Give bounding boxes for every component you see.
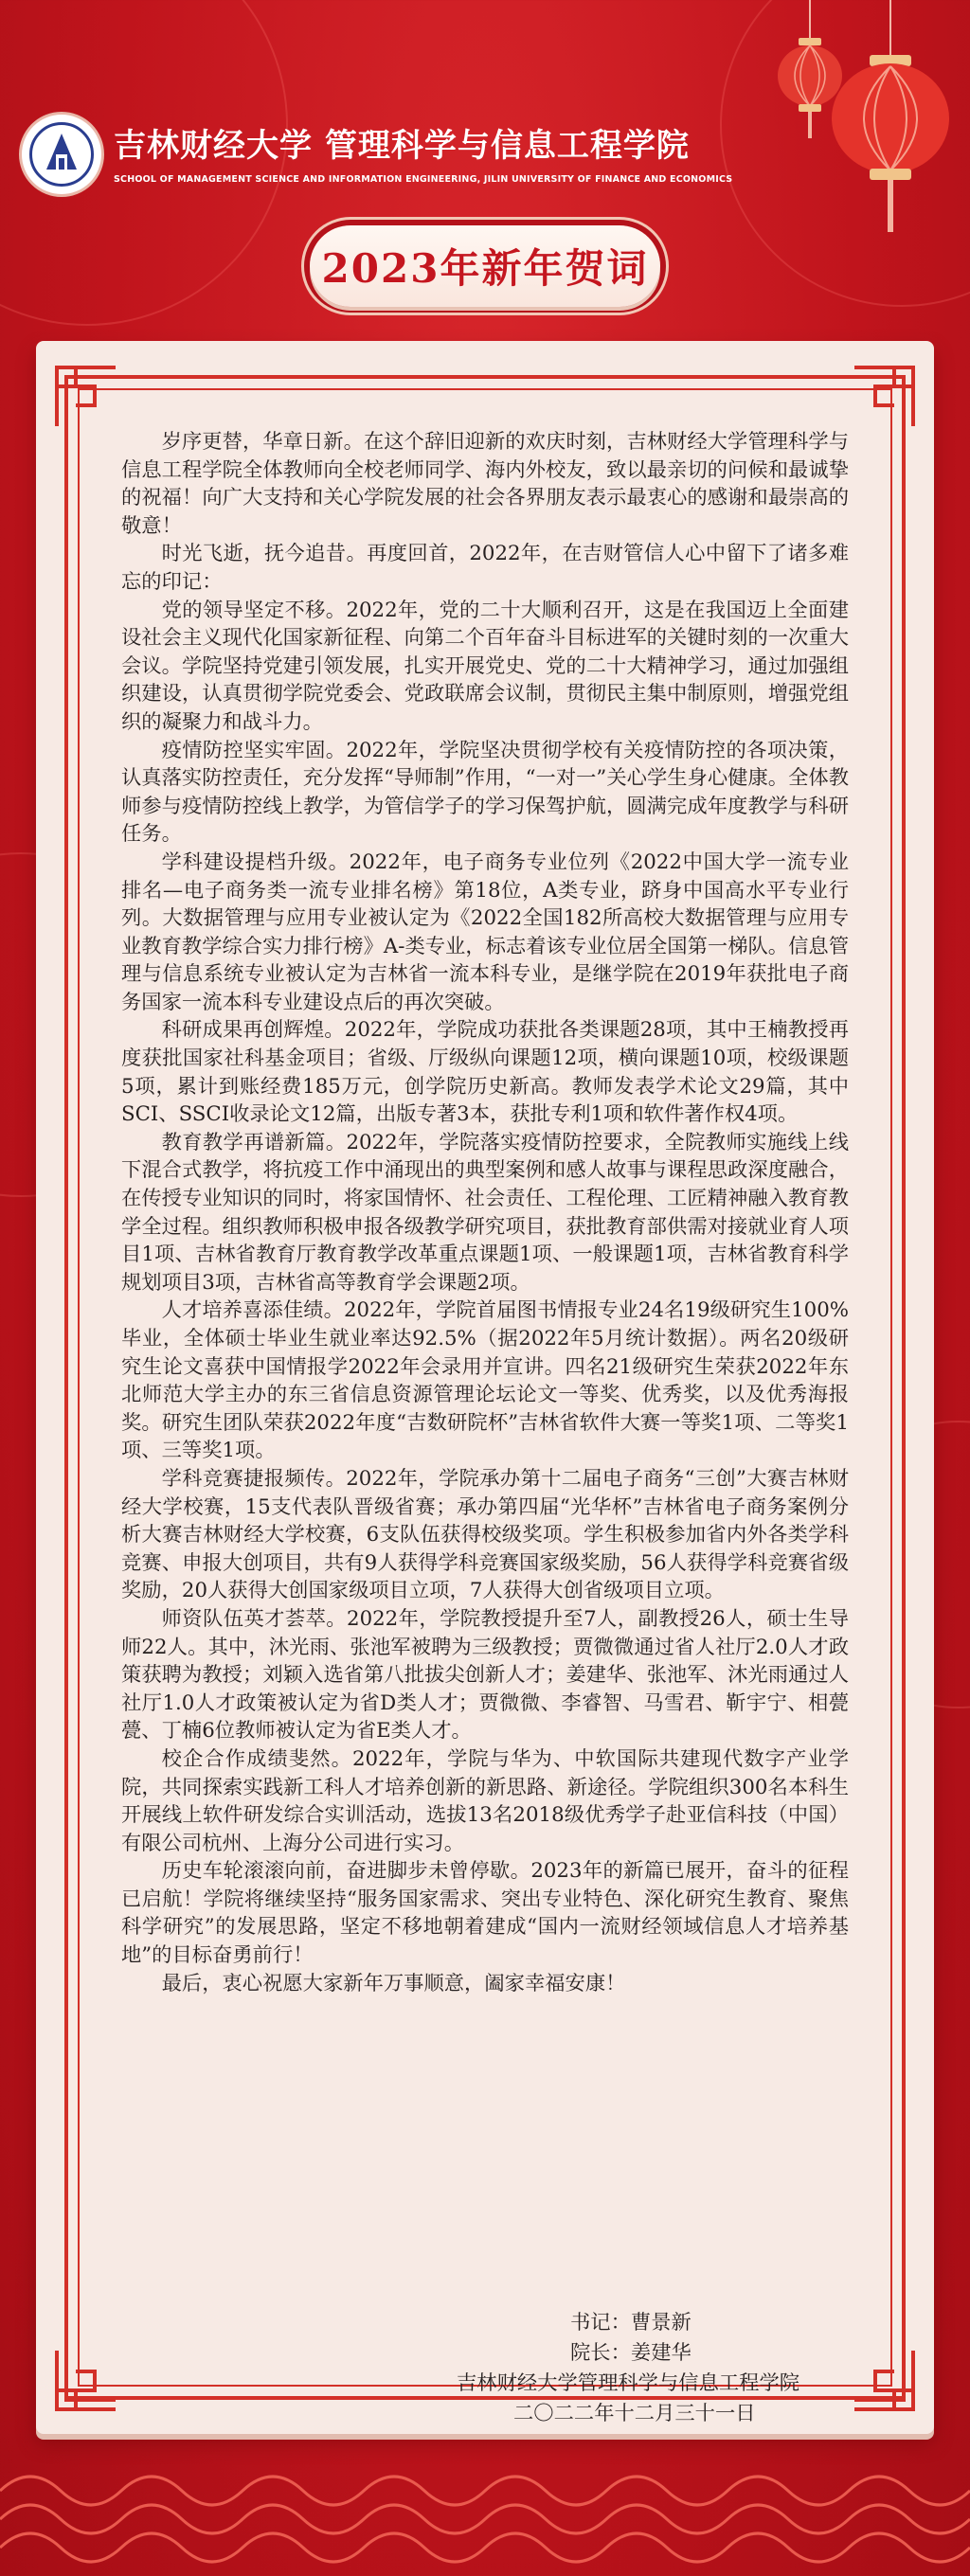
paragraph-talent: 人才培养喜添佳绩。2022年，学院首届图书情报专业24名19级研究生100%毕业，全体硕士毕业生就业率达92.5%（据2022年5月统计数据）。两名20级研究生论文喜获中国情报学2022年会录用并宣讲。四名21级研究生荣获2022年东北师范大学主办的东三省信息资源管理论坛论文一等奖、优秀奖，以及优秀海报奖。研究生团队荣获2022年度“吉数研院杯”吉林省软件大赛一等奖1项、二等奖1项、三等奖1项。 <box>121 1298 849 1463</box>
title-banner <box>310 225 660 307</box>
paragraph-discipline: 学科建设提档升级。2022年，电子商务专业位列《2022中国大学一流专业排名—电子商务类一流专业排名榜》第18位，A类专业，跻身中国高水平专业行列。大数据管理与应用专业被认定为《2022全国182所高校大数据管理与应用专业教育教学综合实力排行榜》A-类专业，标志着该专业位居全国第一梯队。信息管理与信息系统专业被认定为吉林省一流本科专业，是继学院在2019年获批电子商务国家一流本科专业建设点后的再次突破。 <box>121 850 849 1014</box>
school-name-en: SCHOOL OF MANAGEMENT SCIENCE AND INFORMATION ENGINEERING, JILIN UNIVERSITY OF FINANCE AND ECONOMICS <box>114 174 733 185</box>
school-name-cn: 吉林财经大学 管理科学与信息工程学院 <box>114 127 690 165</box>
paragraph-research: 科研成果再创辉煌。2022年，学院成功获批各类课题28项，其中王楠教授再度获批国家社科基金项目；省级、厅级纵向课题12项，横向课题10项，校级课题5项，累计到账经费185万元，创学院历史新高。教师发表学术论文29篇，其中SCI、SSCI收录论文12篇，出版专著3本，获批专利1项和软件著作权4项。 <box>121 1018 849 1127</box>
paragraph-review: 时光飞逝，抚今追昔。再度回首，2022年，在吉财管信人心中留下了诸多难忘的印记： <box>121 542 849 594</box>
signature-secretary: 书记：曹景新 <box>570 2311 692 2334</box>
paragraph-teaching: 教育教学再谱新篇。2022年，学院落实疫情防控要求，全院教师实施线上线下混合式教学，将抗疫工作中涌现出的典型案例和感人故事与课程思政深度融合，在传授专业知识的同时，将家国情怀、社会责任、工程伦理、工匠精神融入教育教学全过程。组织教师积极申报各级教学研究项目，获批教育部供需对接就业育人项目1项、吉林省教育厅教育教学改革重点课题1项、一般课题1项，吉林省教育科学规划项目3项，吉林省高等教育学会课题2项。 <box>121 1130 849 1295</box>
bottom-wave-pattern <box>0 2453 970 2576</box>
frame-corner-ornament-icon <box>53 364 119 430</box>
signature-dean: 院长：姜建华 <box>570 2341 692 2365</box>
paragraph-outlook: 历史车轮滚滚向前，奋进脚步未曾停歇。2023年的新篇已展开，奋斗的征程已启航！学院将继续坚持“服务国家需求、突出专业特色、深化研究生教育、聚焦科学研究”的发展思路，坚定不移地朝着建成“国内一流财经领域信息人才培养基地”的目标奋勇前行！ <box>121 1859 849 1968</box>
paragraph-intro: 岁序更替，华章日新。在这个辞旧迎新的欢庆时刻，吉林财经大学管理科学与信息工程学院全体教师向全校老师同学、海内外校友，致以最亲切的问候和最诚挚的祝福！向广大支持和关心学院发展的社会各界朋友表示最衷心的感谢和最崇高的敬意！ <box>121 430 849 538</box>
signature-date: 二〇二二年十二月三十一日 <box>513 2402 756 2425</box>
paragraph-cooperation: 校企合作成绩斐然。2022年，学院与华为、中软国际共建现代数字产业学院，共同探索实践新工科人才培养创新的新思路、新途径。学院组织300名本科生开展线上软件研发综合实训活动，选拔13名2018级优秀学子赴亚信科技（中国）有限公司杭州、上海分公司进行实习。 <box>121 1746 849 1855</box>
page-title: 2023年新年贺词 <box>321 245 649 292</box>
paragraph-wishes: 最后，衷心祝愿大家新年万事顺意，阖家幸福安康！ <box>161 1971 626 1995</box>
message-body <box>121 428 849 2360</box>
frame-corner-ornament-icon <box>53 2347 119 2413</box>
frame-corner-ornament-icon <box>851 2347 917 2413</box>
signature-org: 吉林财经大学管理科学与信息工程学院 <box>457 2371 800 2395</box>
lantern-large-icon <box>824 0 957 241</box>
paragraph-faculty: 师资队伍英才荟萃。2022年，学院教授提升至7人，副教授26人，硕士生导师22人。其中，沐光雨、张池军被聘为三级教授；贾微微通过省人社厅2.0人才政策获聘为教授；刘颖入选省第八批拔尖创新人才；姜建华、张池军、沐光雨通过人社厅1.0人才政策被认定为省D类人才；贾微微、李睿智、马雪君、靳宇宁、相甍甍、丁楠6位教师被认定为省E类人才。 <box>121 1606 849 1744</box>
school-header <box>19 112 777 206</box>
message-panel <box>36 341 934 2434</box>
frame-corner-ornament-icon <box>851 364 917 430</box>
university-logo <box>19 112 104 197</box>
paragraph-epidemic: 疫情防控坚实牢固。2022年，学院坚决贯彻学校有关疫情防控的各项决策，认真落实防控责任，充分发挥“导师制”作用，“一对一”关心学生身心健康。全体教师参与疫情防控线上教学，为管信学子的学习保驾护航，圆满完成年度教学与科研任务。 <box>121 738 849 847</box>
paragraph-party: 党的领导坚定不移。2022年，党的二十大顺利召开，这是在我国迈上全面建设社会主义现代化国家新征程、向第二个百年奋斗目标进军的关键时刻的一次重大会议。学院坚持党建引领发展，扎实开展党史、党的二十大精神学习，通过加强组织建设，认真贯彻学院党委会、党政联席会议制，贯彻民主集中制原则，增强党组织的凝聚力和战斗力。 <box>121 598 849 734</box>
paragraph-competition: 学科竞赛捷报频传。2022年，学院承办第十二届电子商务“三创”大赛吉林财经大学校赛，15支代表队晋级省赛；承办第四届“光华杯”吉林省电子商务案例分析大赛吉林财经大学校赛，6支队伍获得校级奖项。学生积极参加省内外各类学科竞赛、申报大创项目，共有9人获得学科竞赛国家级奖励，56人获得学科竞赛省级奖励，20人获得大创国家级项目立项，7人获得大创省级项目立项。 <box>121 1466 849 1603</box>
